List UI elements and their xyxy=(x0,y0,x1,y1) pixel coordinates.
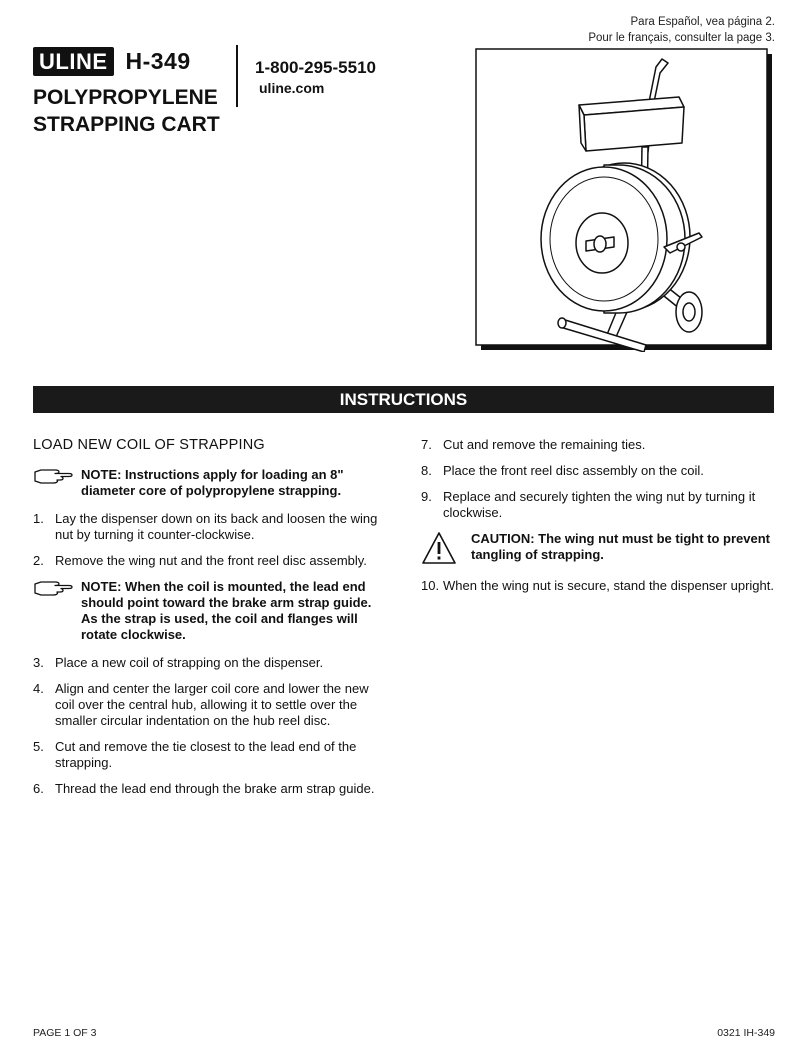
brand-block xyxy=(33,45,191,77)
step-number: 9. xyxy=(421,489,432,504)
step-text: Place a new coil of strapping on the dispenser. xyxy=(55,655,324,670)
warning-triangle-icon xyxy=(421,531,471,569)
product-title xyxy=(33,84,220,138)
step-text: Lay the dispenser down on its back and loosen the wing nut by turning it counter-clockwise. xyxy=(55,511,378,542)
step-text: Align and center the larger coil core and lower the new coil over the central hub, allowing it to settle over the smaller circular indentation on the hub reel disc. xyxy=(55,681,369,728)
section-heading: LOAD NEW COIL OF STRAPPING xyxy=(33,437,265,453)
step-2 xyxy=(33,553,385,569)
step-4 xyxy=(33,681,385,729)
phone-number: 1-800-295-5510 xyxy=(255,58,376,77)
step-number: 7. xyxy=(421,437,432,452)
step-number: 10. xyxy=(421,578,440,593)
tray-front xyxy=(584,107,684,151)
cart-drawing xyxy=(474,47,774,352)
right-column xyxy=(421,437,774,604)
step-7 xyxy=(421,437,774,453)
caution-text: CAUTION: The wing nut must be tight to prevent tangling of strapping. xyxy=(471,531,770,562)
step-text: Cut and remove the tie closest to the lead end of the strapping. xyxy=(55,739,357,770)
step-text: Replace and securely tighten the wing nut by turning it clockwise. xyxy=(443,489,756,520)
step-number: 4. xyxy=(33,681,44,696)
step-number: 5. xyxy=(33,739,44,754)
page-number: PAGE 1 OF 3 xyxy=(33,1027,97,1039)
step-text: Place the front reel disc assembly on the coil. xyxy=(443,463,704,478)
instructions-banner: INSTRUCTIONS xyxy=(33,386,774,413)
note-text: NOTE: Instructions apply for loading an 8" diameter core of polypropylene strapping. xyxy=(81,467,344,498)
step-number: 8. xyxy=(421,463,432,478)
step-9 xyxy=(421,489,774,521)
wheel-hub xyxy=(683,303,695,321)
french-note: Pour le français, consulter la page 3. xyxy=(588,32,775,44)
step-number: 6. xyxy=(33,781,44,796)
step-text: Remove the wing nut and the front reel disc assembly. xyxy=(55,553,367,568)
language-notes xyxy=(588,14,775,46)
spanish-note: Para Español, vea página 2. xyxy=(630,16,775,28)
caution-note xyxy=(421,531,774,569)
title-line-1: POLYPROPYLENE xyxy=(33,86,218,109)
website-link[interactable]: uline.com xyxy=(259,80,325,96)
model-number: H-349 xyxy=(125,47,191,74)
step-6 xyxy=(33,781,385,797)
step-text: Thread the lead end through the brake arm strap guide. xyxy=(55,781,375,796)
pointing-hand-icon xyxy=(33,579,81,643)
step-1 xyxy=(33,511,385,543)
document-code: 0321 IH-349 xyxy=(717,1027,775,1039)
step-5 xyxy=(33,739,385,771)
step-number: 2. xyxy=(33,553,44,568)
title-line-2: STRAPPING CART xyxy=(33,113,220,136)
strap-guide xyxy=(677,243,685,251)
step-number: 3. xyxy=(33,655,44,670)
pointing-hand-icon xyxy=(33,467,81,499)
left-column xyxy=(33,437,385,807)
header-divider xyxy=(236,45,238,107)
step-text: Cut and remove the remaining ties. xyxy=(443,437,646,452)
step-text: When the wing nut is secure, stand the dispenser upright. xyxy=(443,578,774,593)
note-core-size xyxy=(33,467,385,499)
note-text: NOTE: When the coil is mounted, the lead end should point toward the brake arm strap guide. As the strap is used, the coil and flanges will rotate clockwise. xyxy=(81,579,372,642)
wing-nut-center xyxy=(594,236,606,252)
uline-logo: ULINE xyxy=(33,47,114,76)
cart-illustration xyxy=(474,47,774,352)
note-coil-mount xyxy=(33,579,385,643)
step-8 xyxy=(421,463,774,479)
step-10 xyxy=(421,578,774,594)
step-3 xyxy=(33,655,385,671)
bar-end-cap xyxy=(558,318,566,328)
step-number: 1. xyxy=(33,511,44,526)
